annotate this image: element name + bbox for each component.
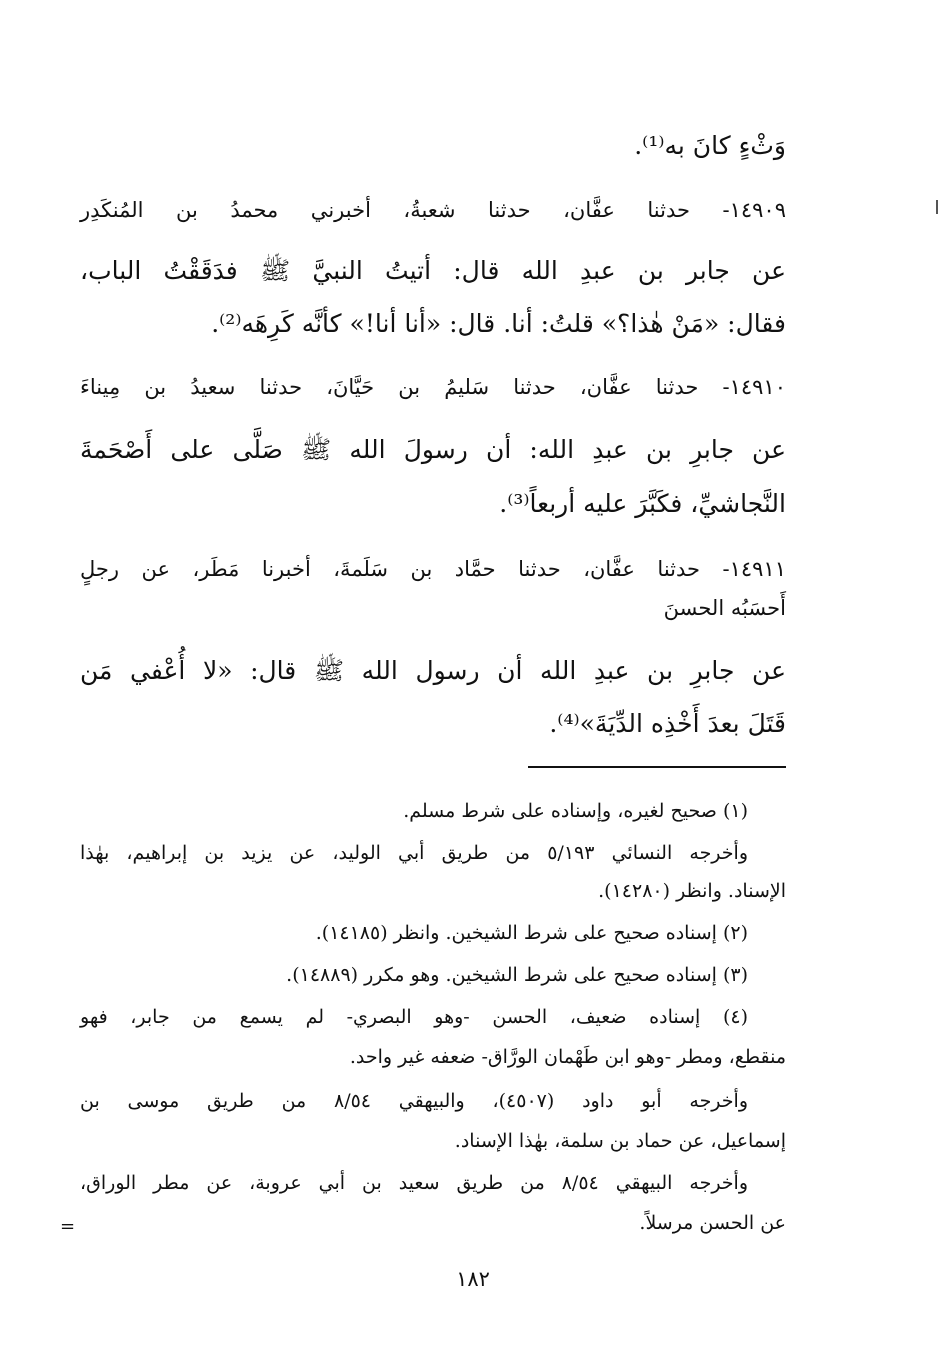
footnote-2: (٢) إسناده صحيح على شرط الشيخين. وانظر (١٤١٨٥). [315, 922, 748, 944]
hadith-14911-text-1: عن جابرِ بن عبدِ الله أن رسول الله ﷺ قال: «لا أُعْفي مَن [80, 656, 786, 685]
footnote-1-line-3: الإسناد. وانظر (١٤٢٨٠). [598, 880, 786, 902]
hadith-14910-chain: ١٤٩١٠- حدثنا عفَّان، حدثنا سَليمُ بن حَيَّانَ، حدثنا سعيدُ بن مِيناءَ [80, 375, 786, 399]
hadith-14910-text-1: عن جابرِ بن عبدِ الله: أن رسولَ الله ﷺ صَلَّى على أَصْحَمةَ [80, 435, 786, 464]
footnote-1-line-1: (١) صحيح لغيره، وإسناده على شرط مسلم. [403, 800, 748, 822]
main-line-1: وَثْءٍ كانَ به⁽¹⁾. [634, 131, 786, 160]
footnote-4-line-1: (٤) إسناده ضعيف، الحسن -وهو البصري- لم يسمع من جابر، فهو [80, 1006, 748, 1028]
footnote-4-line-6: عن الحسن مرسلاً. [639, 1212, 786, 1234]
footnote-4-line-3: وأخرجه أبو داود (٤٥٠٧)، والبيهقي ٨/٥٤ من طريق موسى بن [80, 1090, 748, 1112]
hadith-14911-chain-1: ١٤٩١١- حدثنا عفَّان، حدثنا حمَّاد بن سَلَمةَ، أخبرنا مَطَر، عن رجلٍ [80, 557, 786, 581]
continuation-mark: = [60, 1216, 76, 1237]
hadith-14909-chain: ١٤٩٠٩- حدثنا عفَّان، حدثنا شعبةُ، أخبرني محمدُ بن المُنكَدِر [80, 198, 786, 222]
footnote-4-line-2: منقطع، ومطر -وهو ابن طَهْمان الورَّاق- ضعفه غير واحد. [349, 1046, 786, 1068]
page-number: ١٨٢ [456, 1267, 490, 1291]
hadith-14911-text-2: قَتَلَ بعدَ أَخْذِه الدِّيَةَ»⁽⁴⁾. [549, 709, 786, 738]
hadith-14909-text-2: فقال: «مَنْ هٰذا؟» قلتُ: أنا. قال: «أنا أنا!» كأنَّه كَرِهَه⁽²⁾. [211, 309, 786, 338]
footnote-1-line-2: وأخرجه النسائي ٥/١٩٣ من طريق أبي الوليد، عن يزيد بن إبراهيم، بهٰذا [80, 842, 748, 864]
footnote-separator [528, 766, 786, 768]
footnote-4-line-5: وأخرجه البيهقي ٨/٥٤ من طريق سعيد بن أبي عروبة، عن مطر الوراق، [80, 1172, 748, 1194]
scan-edge-mark [936, 200, 938, 214]
footnote-4-line-4: إسماعيل، عن حماد بن سلمة، بهٰذا الإسناد. [454, 1130, 786, 1152]
footnote-3: (٣) إسناده صحيح على شرط الشيخين. وهو مكرر (١٤٨٨٩). [286, 964, 748, 986]
hadith-14909-text-1: عن جابر بن عبدِ الله قال: أتيتُ النبيَّ ﷺ فدَقَقْتُ الباب، [80, 256, 786, 285]
hadith-14910-text-2: النَّجاشيِّ، فكَبَّرَ عليه أربعاً⁽³⁾. [499, 489, 786, 518]
hadith-14911-chain-2: أَحسَبُه الحسنَ [663, 596, 786, 620]
